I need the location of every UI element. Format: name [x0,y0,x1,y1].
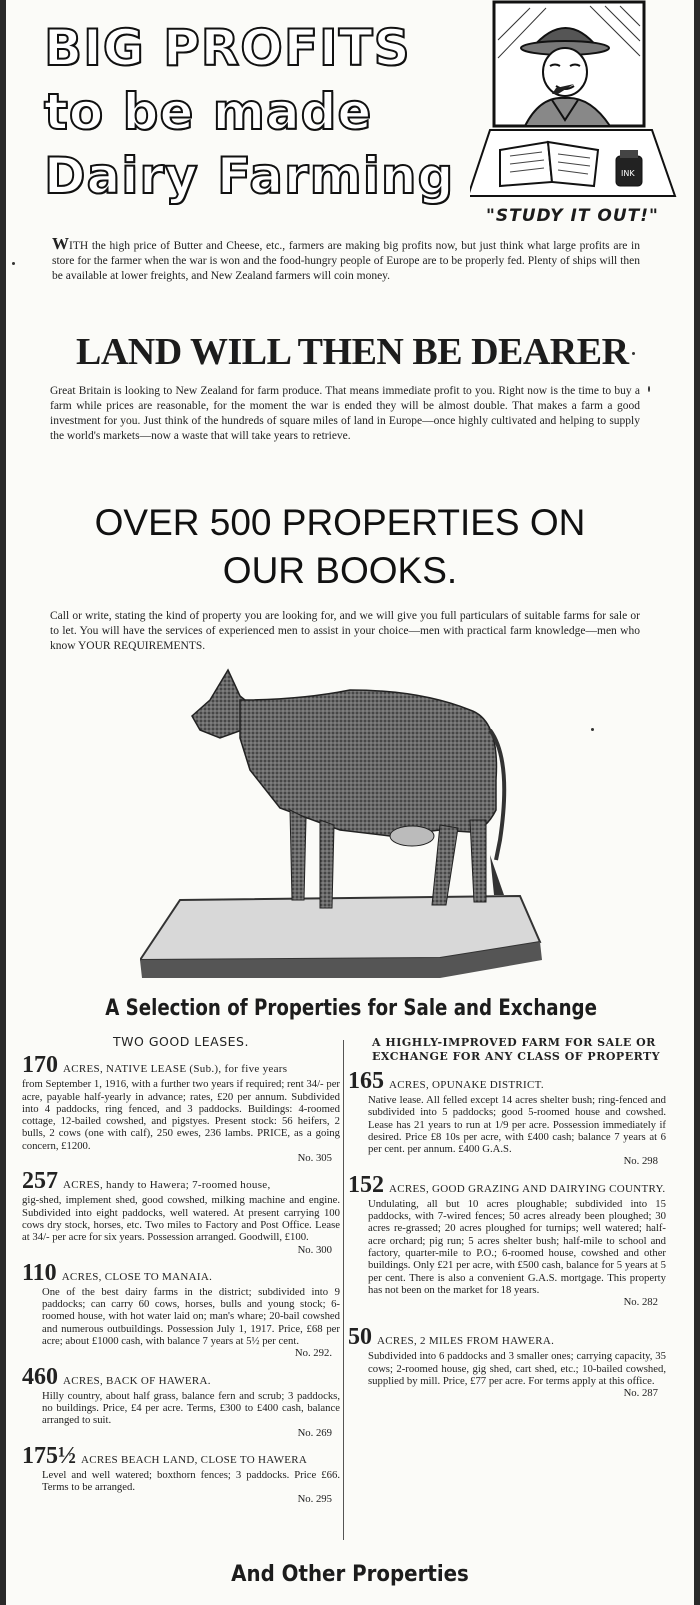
listing-number: No. 295 [297,1493,332,1506]
properties-heading-line-2: OUR BOOKS. [222,550,458,591]
listing-acres: 170 [22,1052,58,1079]
listing-number: No. 305 [297,1152,332,1165]
listing-title: ACRES, handy to Hawera; 7-roomed house, [63,1179,271,1192]
listing-title: ACRES, CLOSE TO MANAIA. [61,1270,213,1283]
headline-line-1: BIG PROFITS [44,19,411,77]
page-edge-left [0,0,6,1605]
listing-acres: 257 [22,1168,58,1195]
page-edge-right [694,0,700,1605]
listing-acres: 165 [348,1068,384,1094]
property-listing [22,1363,340,1439]
property-listing [348,1070,666,1168]
listing-acres: 50 [348,1324,372,1351]
headline-line-2: to be made [44,83,373,141]
call-paragraph: Call or write, stating the kind of property you are looking for, and we will give you full particulars of suitable farms for sale or to let. You will have the services of experienced men to assist in your choice—men with practical farm knowledge—men who know YOUR REQUIREMENTS. [50,610,640,652]
listing-acres: 110 [22,1259,57,1286]
listing-body: Native lease. All felled except 14 acres shelter bush; ring-fenced and subdivided into 5 paddocks; good 5-roomed house and cowshed. Lease has 21 years to run at 1/9 per acre. Possession immediately if desired. Price £8 10s per acre, with £400 cash; balance 7 years at 6 per cent. per annum. £400 G.A.S. [368,1094,666,1156]
main-headline [44,16,464,208]
listing-title: ACRES, NATIVE LEASE (Sub.), for five years [63,1063,288,1076]
land-heading: LAND WILL THEN BE DEARER [76,331,629,373]
listing-number: No. 282 [623,1296,658,1309]
listing-number: No. 287 [623,1387,658,1400]
cow-illustration [140,660,550,985]
listing-body: Hilly country, about half grass, balance fern and scrub; 3 paddocks, no buildings. Price, £4 per acre. Terms, £300 to £400 cash, balance arranged to suit. [42,1389,340,1427]
print-speck [12,262,15,265]
farmer-illustration [470,0,685,210]
listing-acres: 460 [22,1363,58,1390]
property-listing [22,1170,340,1255]
print-speck [591,728,594,731]
property-listing [348,1326,666,1399]
land-paragraph: Great Britain is looking to New Zealand for farm produce. That means immediate profit to you. Right now is the time to buy a farm while prices are reasonable, for the moment the war is ended they will be almost double. That makes a farm a good investment for you. Just think of the hundreds of square miles of land in Europe—once highly cultivated and helping to supply the world's markets—now a waste that will take years to retrieve. [50,385,640,442]
headline-line-3: Dairy Farming [44,147,455,205]
ink-label: INK [621,169,635,178]
listing-title: ACRES, BACK OF HAWERA. [63,1374,211,1387]
section-heading-leases: TWO GOOD LEASES. [113,1034,249,1049]
listing-title: ACRES, GOOD GRAZING AND DAIRYING COUNTRY. [389,1182,666,1195]
properties-heading-line-1: OVER 500 PROPERTIES ON [94,502,586,543]
property-listing [348,1171,666,1309]
listing-body: from September 1, 1916, with a further two years if required; rent 34/- per acre, payable half-yearly in advance; rates, £20 per annum. Subdivided into 4 paddocks, ring fenced, and 3 paddocks. Buildings: 4-roomed cottage, 12-bailed cowshed, and pigstyes. Present stock: 56 heifers, 2 bulls, 2 cows (one with calf), 250 ewes, 236 lambs. PRICE, as a going concern, £1200. [22,1078,340,1152]
selection-heading: A Selection of Properties for Sale and Exchange [105,996,597,1021]
listing-body: Subdivided into 6 paddocks and 3 smaller ones; carrying capacity, 35 cows; 2-roomed house, gig shed, cart shed, etc.; 10-bailed cowshed, supplied by mill. Price, £77 per acre. For terms apply at this office. [368,1350,666,1388]
right-column [348,1036,666,1406]
print-speck [632,352,635,355]
listing-number: No. 292. [294,1347,332,1360]
listing-number: No. 298 [623,1155,658,1168]
listing-number: No. 300 [297,1243,332,1256]
column-divider [343,1040,344,1540]
illustration-caption: "STUDY IT OUT!" [486,206,659,226]
footer-heading: And Other Properties [231,1562,469,1587]
print-speck [648,386,650,392]
intro-paragraph [52,236,640,284]
listing-body: Level and well watered; boxthorn fences; 3 paddocks. Price £66. Terms to be arranged. [42,1468,340,1494]
section-heading-exchange: A HIGHLY-IMPROVED FARM FOR SALE OR EXCHANGE FOR ANY CLASS OF PROPERTY [372,1036,661,1063]
listing-body: Undulating, all but 10 acres ploughable; subdivided into 15 paddocks, with 7-wired fences; 50 acres already been ploughed; 30 acres re-grassed; 20 acres ploughed for turnips; well watered; half-acre orchard; pig run; 5 acres shelter bush; half-mile to school and factory, quarter-mile to P.O.; 6-roomed house, cowshed and other buildings. Only £21 per acre, with £500 cash, balance for 5 years at 5 per cent. There is also a convenient G.A.S. mortgage. This property has not been on the market for 18 years. [368,1197,666,1296]
listing-acres: 175½ [22,1442,76,1469]
listing-body: gig-shed, implement shed, good cowshed, milking machine and engine. Subdivided into eight paddocks, well watered. At present carrying 100 cows dry stock, horses, etc. Two miles to Factory and Post Office. Lease at 34/- per acre for six years. Possession arranged. Goodwill, £100. [22,1194,340,1244]
intro-text: ITH the high price of Butter and Cheese, etc., farmers are making big profits now, but just think what large profits are in store for the farmer when the war is won and the food-hungry people of Europe are to be properly fed. Plenty of ships will then be available at lower freights, and New Zealand farmers will coin money. [52,240,640,282]
listing-acres: 152 [348,1171,384,1198]
listing-number: No. 269 [297,1426,332,1439]
intro-dropcap: W [52,234,69,253]
listing-title: ACRES BEACH LAND, CLOSE TO HAWERA [81,1453,308,1466]
listing-title: ACRES, 2 MILES FROM HAWERA. [377,1335,555,1348]
property-listing [22,1442,340,1506]
left-column [22,1036,340,1512]
property-listing [22,1054,340,1164]
listing-body: One of the best dairy farms in the district; subdivided into 9 paddocks; can carry 60 cows, horses, bulls and young stock; 6-roomed house, with hot water laid on; man's whare; 20-bail cowshed and numerous outbuildings. Possession July 1, 1917. Price, £68 per acre; about £1000 cash, with balance 7 years at 5½ per cent. [42,1285,340,1348]
property-listing [22,1259,340,1360]
listing-title: ACRES, OPUNAKE DISTRICT. [389,1079,544,1091]
